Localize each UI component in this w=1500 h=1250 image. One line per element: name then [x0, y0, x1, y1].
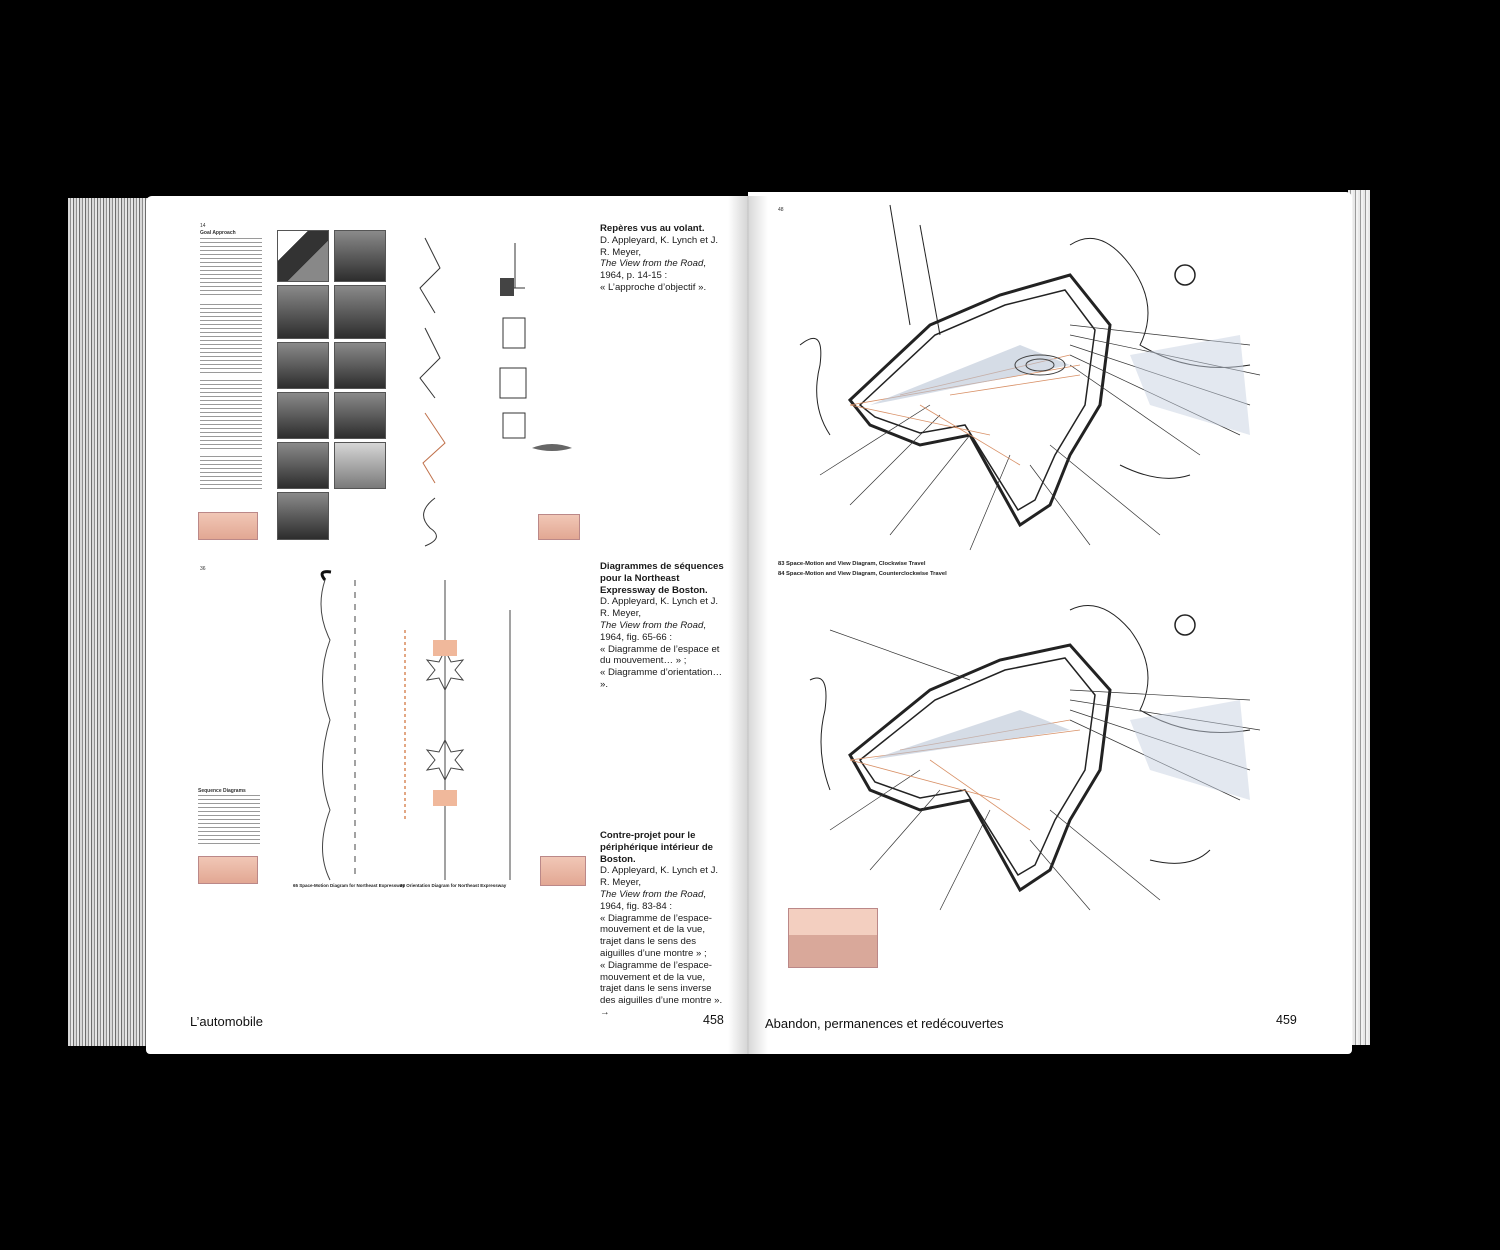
reproduced-text-block	[198, 795, 260, 845]
caption-counter-project	[600, 830, 728, 1019]
photo	[334, 285, 386, 339]
caption-authors: D. Appleyard, K. Lynch et J. R. Meyer,	[600, 596, 719, 620]
caption-desc1: « Diagramme de l’espace et du mouvement… » ;	[600, 643, 720, 667]
caption-book: The View from the Road	[600, 619, 704, 631]
pink-thumbnail	[788, 908, 878, 968]
photo	[334, 230, 386, 282]
caption-title: Repères vus au volant.	[600, 223, 705, 234]
reproduced-page-number: 36	[200, 566, 206, 572]
caption-ref: , 1964, p. 14-15 :	[600, 258, 706, 282]
photo-diamond	[277, 230, 329, 282]
caption-landmarks	[600, 223, 728, 294]
pink-thumbnail	[198, 856, 258, 884]
photo	[277, 285, 329, 339]
left-page-edges	[68, 198, 150, 1046]
fig66-caption: 66 Orientation Diagram for Northeast Expressway	[400, 883, 507, 888]
caption-desc: « L’approche d’objectif ».	[600, 281, 707, 293]
ship-sketch	[532, 440, 572, 454]
fig65-caption: 65 Space-Motion Diagram for Northeast Expressway	[293, 883, 405, 888]
photo	[334, 392, 386, 439]
right-page-number: 459	[1276, 1013, 1297, 1027]
reproduced-text-block	[200, 304, 262, 374]
caption-authors: D. Appleyard, K. Lynch et J. R. Meyer,	[600, 865, 719, 889]
reproduced-text-block	[200, 456, 262, 492]
sequence-diagrams	[285, 570, 525, 890]
caption-title: Contre-projet pour le périphérique intérieur de Boston.	[600, 830, 714, 865]
approach-sketches	[405, 228, 525, 548]
photo	[277, 492, 329, 540]
reproduced-page-number: 48	[778, 207, 784, 213]
reproduced-text-block	[200, 380, 262, 450]
left-running-title: L’automobile	[190, 1014, 263, 1029]
caption-desc2: « Diagramme de l’espace-mouvement et de la vue, trajet dans le sens inverse des aiguilles d’une montre ». →	[600, 959, 723, 1018]
right-running-title: Abandon, permanences et redécouvertes	[765, 1016, 1004, 1031]
photo	[277, 342, 329, 389]
caption-book: The View from the Road	[600, 888, 704, 900]
photo	[334, 442, 386, 489]
caption-authors: D. Appleyard, K. Lynch et J. R. Meyer,	[600, 234, 719, 258]
reproduced-page-number: 14	[200, 223, 206, 229]
space-motion-diagram-clockwise	[770, 205, 1280, 555]
goal-approach-heading: Goal Approach	[200, 230, 236, 236]
pink-thumbnail	[198, 512, 258, 540]
gutter-fold	[728, 196, 768, 1054]
caption-ref: , 1964, fig. 65-66 :	[600, 619, 706, 643]
caption-sequence	[600, 561, 728, 691]
photo	[334, 342, 386, 389]
caption-desc2: « Diagramme d’orientation… ».	[600, 667, 723, 690]
left-page-number: 458	[703, 1013, 724, 1027]
reproduced-text-block	[200, 238, 262, 298]
caption-book: The View from the Road	[600, 258, 704, 270]
sequence-diagrams-heading: Sequence Diagrams	[198, 788, 246, 794]
space-motion-diagram-counterclockwise	[770, 590, 1280, 920]
caption-title: Diagrammes de séquences pour la Northeast Expressway de Boston.	[600, 561, 724, 596]
photo	[277, 392, 329, 439]
caption-desc1: « Diagramme de l’espace-mouvement et de la vue, trajet dans le sens des aiguilles d’une montre » ;	[600, 912, 712, 959]
fig84-caption: 84 Space-Motion and View Diagram, Counterclockwise Travel	[778, 571, 947, 577]
caption-ref: , 1964, fig. 83-84 :	[600, 888, 706, 912]
pink-thumbnail	[538, 514, 580, 540]
photo	[277, 442, 329, 489]
pink-thumbnail	[540, 856, 586, 886]
fig83-caption: 83 Space-Motion and View Diagram, Clockwise Travel	[778, 561, 926, 567]
